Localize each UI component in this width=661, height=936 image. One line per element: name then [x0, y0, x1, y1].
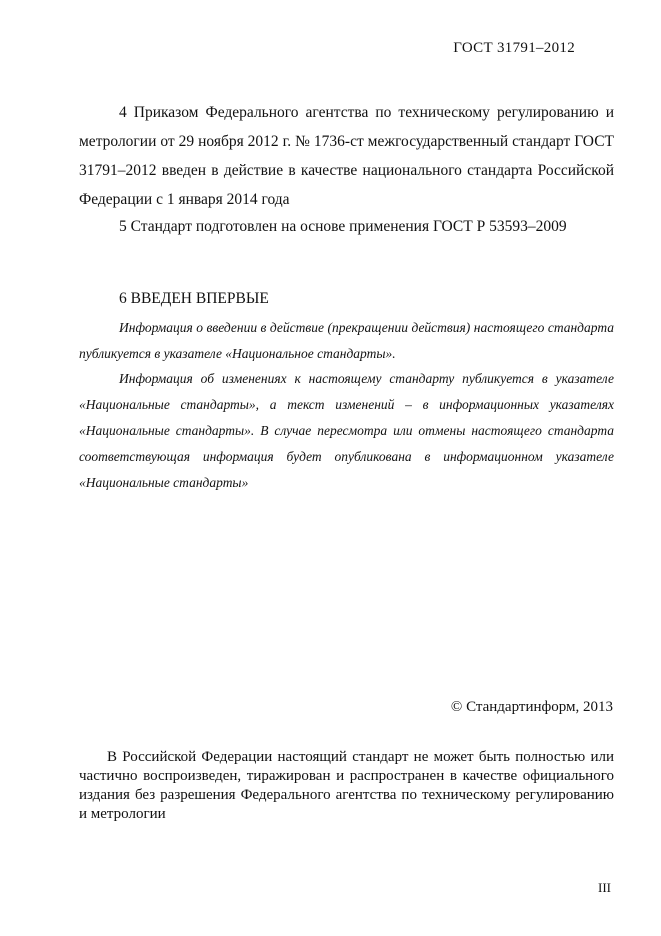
copyright-notice: © Стандартинформ, 2013 [450, 699, 613, 715]
page-number: III [598, 880, 611, 895]
reproduction-rights-notice: В Российской Федерации настоящий стандарт не может быть полностью или частично воспроизведен, тиражирован и распространен в качестве официального издания без разрешения Федерального агентства по техническому регулированию и метрологии [79, 749, 614, 822]
info-notice-paragraph-2: Информация об изменениях к настоящему стандарту публикуется в указателе «Национальные стандарты», а текст изменений – в информационных указателях «Национальные стандарты». В случае пересмотра или отмены настоящего стандарта соответствующая информация будет опубликована в информационном указателе «Национальные стандарты» [79, 371, 614, 490]
info-notice-paragraph-1: Информация о введении в действие (прекращении действия) настоящего стандарта публикуется в указателе «Национальное стандарты». [79, 320, 614, 361]
section-4-paragraph: 4 Приказом Федерального агентства по техническому регулированию и метрологии от 29 ноября 2012 г. № 1736-ст межгосударственный стандарт ГОСТ 31791–2012 введен в действие в качестве национального стандарта Российской Федерации с 1 января 2014 года [79, 104, 614, 208]
section-6-heading: 6 ВВЕДЕН ВПЕРВЫЕ [119, 290, 269, 307]
section-5-paragraph: 5 Стандарт подготовлен на основе применения ГОСТ Р 53593–2009 [119, 218, 567, 235]
document-code-header: ГОСТ 31791–2012 [453, 40, 575, 56]
